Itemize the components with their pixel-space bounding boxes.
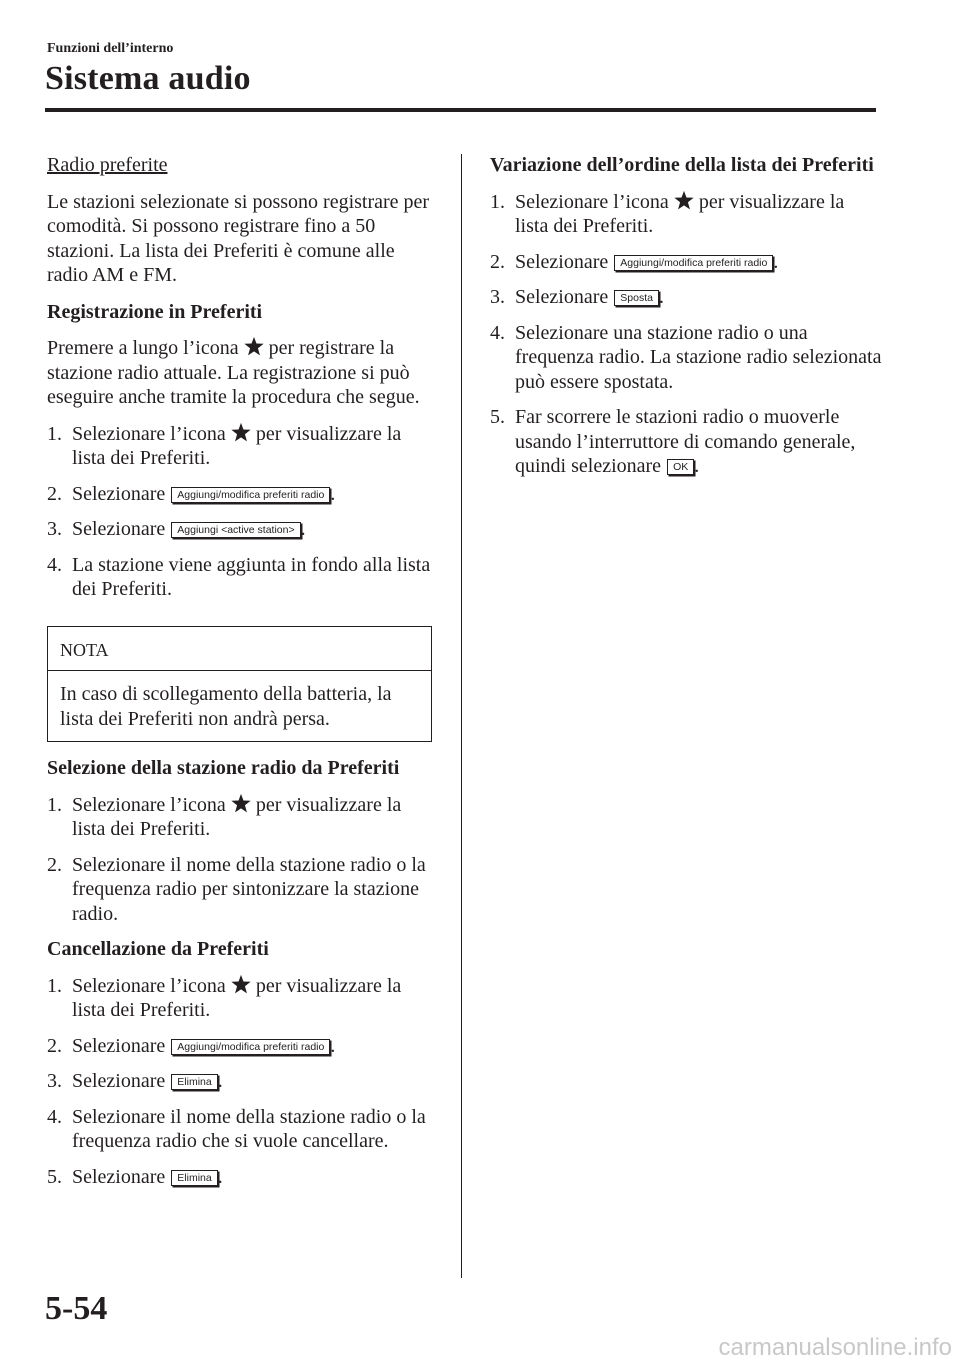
aggiungi-station-button[interactable]: Aggiungi <active station> [171,522,300,538]
ok-button[interactable]: OK [667,459,694,475]
reg-step-4: 4. La stazione viene aggiunta in fondo alla lista dei Preferiti. [47,553,431,600]
right-column [490,153,882,490]
aggiungi-modifica-button[interactable]: Aggiungi/modifica preferiti radio [171,487,330,503]
star-icon [230,974,252,995]
star-icon [230,793,252,814]
note-title: NOTA [48,627,431,672]
variazione-heading: Variazione dell’ordine della lista dei Preferiti [490,154,874,176]
aggiungi-modifica-button[interactable]: Aggiungi/modifica preferiti radio [171,1039,330,1055]
selezione-heading: Selezione della stazione radio da Preferiti [47,757,400,779]
page-number: 5-54 [45,1290,108,1327]
aggiungi-modifica-button[interactable]: Aggiungi/modifica preferiti radio [614,255,773,271]
del-step-5: 5. Selezionare Elimina . [47,1165,223,1188]
var-step-2: 2. Selezionare Aggiungi/modifica preferiti radio . [490,250,779,273]
reg-step-3: 3. Selezionare Aggiungi <active station> . [47,518,306,540]
del-step-3: 3. Selezionare Elimina . [47,1070,223,1092]
left-column [47,153,432,1200]
var-step-5: 5. Far scorrere le stazioni radio o muoverle usando l’interruttore di comando generale, quindi selezionare OK . [490,406,856,477]
elimina-button[interactable]: Elimina [171,1170,217,1186]
note-box [47,626,432,743]
column-divider [461,154,462,1278]
var-step-3: 3. Selezionare Sposta . [490,286,664,308]
del-step-4: 4. Selezionare il nome della stazione radio o la frequenza radio che si vuole cancellare. [47,1105,426,1152]
watermark: carmanualsonline.info [718,1334,952,1361]
del-step-2: 2. Selezionare Aggiungi/modifica preferiti radio . [47,1034,336,1057]
page-title: Sistema audio [45,60,251,97]
radio-preferite-heading: Radio preferite [47,154,168,176]
star-icon [243,336,265,357]
var-step-1: 1. Selezionare l’icona per visualizzare la lista dei Preferiti. [490,190,845,237]
sel-step-1: 1. Selezionare l’icona per visualizzare la lista dei Preferiti. [47,793,402,840]
note-body: In caso di scollegamento della batteria, la lista dei Preferiti non andrà persa. [60,683,392,730]
sel-step-2: 2. Selezionare il nome della stazione radio o la frequenza radio per sintonizzare la stazione radio. [47,853,426,925]
header-rule [45,108,876,112]
section-label: Funzioni dell’interno [47,41,174,56]
star-icon [673,190,695,211]
registrazione-heading: Registrazione in Preferiti [47,300,263,323]
star-icon [230,422,252,443]
del-step-1: 1. Selezionare l’icona per visualizzare la lista dei Preferiti. [47,974,402,1021]
sposta-button[interactable]: Sposta [614,290,659,306]
var-step-4: 4. Selezionare una stazione radio o una frequenza radio. La stazione radio selezionata può essere spostata. [490,321,882,393]
cancellazione-heading: Cancellazione da Preferiti [47,938,269,960]
reg-step-1: 1. Selezionare l’icona per visualizzare la lista dei Preferiti. [47,422,402,469]
intro-paragraph: Le stazioni selezionate si possono registrare per comodità. Si possono registrare fino a 50 stazioni. La lista dei Preferiti è comune alle radio AM e FM. [47,190,430,286]
reg-step-2: 2. Selezionare Aggiungi/modifica preferiti radio . [47,482,336,505]
registrazione-paragraph: Premere a lungo l’icona per registrare la stazione radio attuale. La registrazione si può eseguire anche tramite la procedura che segue. [47,337,420,408]
elimina-button[interactable]: Elimina [171,1074,217,1090]
